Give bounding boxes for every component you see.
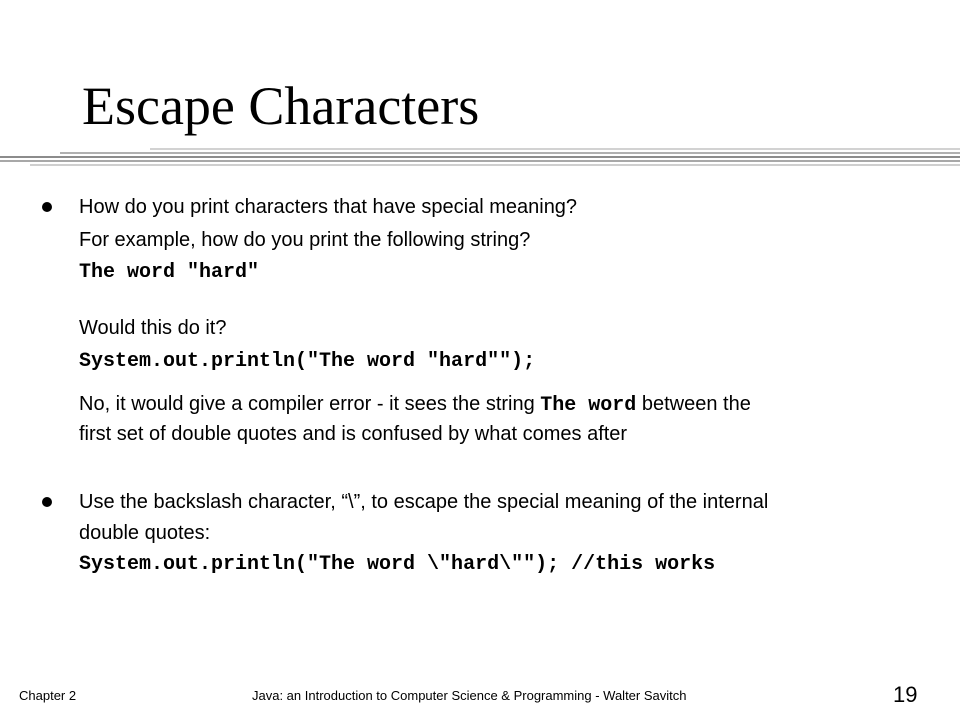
bullet1-line4-post: between the — [636, 393, 751, 415]
bullet2-line1: Use the backslash character, “\”, to escape the special meaning of the internal — [79, 491, 769, 513]
bullet1-line3: Would this do it? — [79, 317, 227, 339]
bullet1-line4 — [79, 391, 751, 419]
bullet1-line5: first set of double quotes and is confused by what comes after — [79, 423, 628, 445]
footer-book-title: Java: an Introduction to Computer Science & Programming - Walter Savitch — [252, 688, 687, 703]
bullet-marker — [42, 497, 52, 507]
footer-chapter: Chapter 2 — [19, 688, 77, 703]
bullet1-line4-pre: No, it would give a compiler error - it sees the string — [79, 393, 541, 415]
slide-title: Escape Characters — [82, 76, 480, 136]
title-divider — [0, 148, 960, 166]
bullet2-line2: double quotes: — [79, 522, 211, 544]
page-number: 19 — [893, 682, 918, 707]
bullet2-code: System.out.println("The word \"hard\""); //this works — [79, 553, 716, 576]
bullet1-line2: For example, how do you print the following string? — [79, 229, 531, 251]
bullet1-code-println: System.out.println("The word "hard""); — [79, 350, 536, 373]
bullet-marker — [42, 202, 52, 212]
bullet1-line1: How do you print characters that have special meaning? — [79, 196, 578, 218]
bullet1-code-string: The word "hard" — [79, 261, 260, 284]
bullet1-line4-code: The word — [540, 394, 637, 417]
